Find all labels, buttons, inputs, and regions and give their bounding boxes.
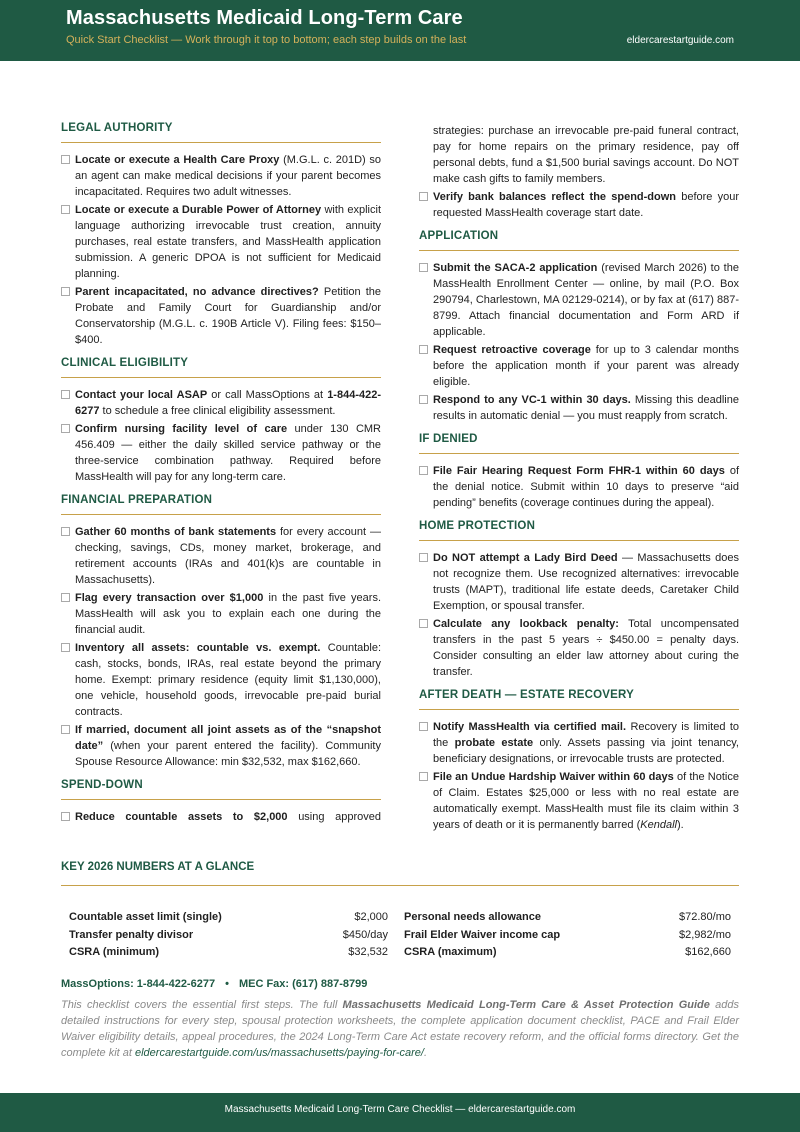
checklist-item: Locate or execute a Durable Power of Attorney with explicit language authorizing irrevocable trust creation, annuity purchases, real estate transfers, and MassHealth application submission. A generic DPOA is not sufficient for Medicaid planning. (61, 202, 381, 282)
table-row (69, 929, 731, 947)
mec-fax: MEC Fax: (617) 887-8799 (238, 978, 368, 990)
page-header (0, 0, 800, 61)
section-application (419, 230, 739, 424)
checkbox[interactable] (61, 527, 70, 536)
page-subtitle: Quick Start Checklist — Work through it top to bottom; each step builds on the last (66, 34, 467, 46)
checkbox[interactable] (419, 553, 428, 562)
key-label: Frail Elder Waiver income cap (404, 928, 561, 941)
checkbox[interactable] (419, 263, 428, 272)
section-clinical-eligibility (61, 357, 381, 485)
checkbox[interactable] (419, 395, 428, 404)
checklist-item: Locate or execute a Health Care Proxy (M.G.L. c. 201D) so an agent can make medical decisions if your parent becomes incapacitated. Requires two adult witnesses. (61, 152, 381, 200)
checklist-item: Parent incapacitated, no advance directives? Petition the Probate and Family Court for Guardianship and/or Conservatorship (M.G.L. c. 190B Article V). Filing fees: $150–$400. (61, 284, 381, 348)
checkbox[interactable] (419, 466, 428, 475)
section-if-denied (419, 433, 739, 511)
section-title: HOME PROTECTION (419, 520, 739, 541)
checkbox[interactable] (61, 424, 70, 433)
key-label: Transfer penalty divisor (69, 928, 194, 941)
checklist-item: File an Undue Hardship Waiver within 60 days of the Notice of Claim. Estates $25,000 or less with no real estate are automatically exempt. MassHealth must file its claim within 3 years of death or it is permanently barred (Kendall). (419, 769, 739, 833)
key-value: $2,982/mo (679, 928, 731, 941)
left-column (61, 122, 381, 834)
checklist-item: Reduce countable assets to $2,000 using approved (61, 809, 381, 825)
contact-line (61, 978, 367, 990)
checklist-item: File Fair Hearing Request Form FHR-1 within 60 days of the denial notice. Submit within 10 days to preserve “aid pending” benefits (coverage continues during the appeal). (419, 463, 739, 511)
checklist-item: Flag every transaction over $1,000 in the past five years. MassHealth will ask you to explain each one during the financial audit. (61, 590, 381, 638)
checkbox[interactable] (61, 593, 70, 602)
header-site: eldercarestartguide.com (626, 35, 734, 46)
section-home-protection (419, 520, 739, 680)
checklist-item-continued: strategies: purchase an irrevocable pre-paid funeral contract, pay for home repairs on the primary residence, pay off personal debts, fund a $1,500 burial savings account. Do NOT make cash gifts to family members. (433, 125, 739, 185)
key-label: Personal needs allowance (404, 911, 541, 923)
footer-note: This checklist covers the essential first steps. The full Massachusetts Medicaid Long-Term Care & Asset Protection Guide adds detailed instructions for every step, spousal protection worksheets, the complete application document checklist, PACE and Frail Elder Waiver eligibility details, appeal procedures, the 2024 Long-Term Care Act estate recovery reform, and the official forms directory. Get the complete kit at eldercarestartguide.com/us/massachusetts/paying-for-care/. (61, 999, 739, 1059)
checkbox[interactable] (61, 390, 70, 399)
checklist-item: Do NOT attempt a Lady Bird Deed — Massachusetts does not recognize them. Use recognized alternatives: irrevocable trusts (MAPT), traditional life estate deeds, Caretaker Child Exemption, or spousal transfer. (419, 550, 739, 614)
checklist-item: Respond to any VC-1 within 30 days. Missing this deadline results in automatic denial — you must reapply from scratch. (419, 392, 739, 424)
checkbox[interactable] (419, 722, 428, 731)
checklist-item: If married, document all joint assets as of the “snapshot date” (when your parent entered the facility). Community Spouse Resource Allowance: min $32,532, max $162,660. (61, 722, 381, 770)
page-title: Massachusetts Medicaid Long-Term Care (66, 7, 463, 29)
checkbox[interactable] (419, 619, 428, 628)
checkbox[interactable] (419, 345, 428, 354)
section-title: AFTER DEATH — ESTATE RECOVERY (419, 689, 739, 710)
key-label: Countable asset limit (single) (69, 911, 222, 923)
key-numbers-title: KEY 2026 NUMBERS AT A GLANCE (61, 861, 739, 886)
guide-link[interactable]: eldercarestartguide.com/us/massachusetts/paying-for-care/ (134, 1047, 424, 1059)
guide-title: Massachusetts Medicaid Long-Term Care & Asset Protection Guide (342, 999, 710, 1011)
key-value: $72.80/mo (679, 911, 731, 923)
section-title: FINANCIAL PREPARATION (61, 494, 381, 515)
checkbox[interactable] (61, 205, 70, 214)
checkbox[interactable] (419, 192, 428, 201)
section-spend-down (61, 779, 381, 825)
checkbox[interactable] (61, 725, 70, 734)
key-label: CSRA (minimum) (69, 946, 160, 958)
checklist-item: Verify bank balances reflect the spend-down before your requested MassHealth coverage start date. (419, 189, 739, 221)
section-title: IF DENIED (419, 433, 739, 454)
key-value: $32,532 (348, 946, 388, 958)
section-estate-recovery (419, 689, 739, 833)
section-financial-preparation (61, 494, 381, 770)
footer-text: Massachusetts Medicaid Long-Term Care Checklist — eldercarestartguide.com (224, 1104, 576, 1115)
checkbox[interactable] (61, 812, 70, 821)
key-value: $2,000 (354, 911, 388, 923)
right-column (419, 123, 739, 842)
separator-dot: • (225, 978, 229, 990)
checkbox[interactable] (61, 287, 70, 296)
checklist-item: Contact your local ASAP or call MassOptions at 1-844-422-6277 to schedule a free clinical eligibility assessment. (61, 387, 381, 419)
checkbox[interactable] (419, 772, 428, 781)
key-value: $450/day (342, 928, 388, 941)
key-label: CSRA (maximum) (404, 946, 497, 958)
table-row (69, 946, 731, 964)
section-legal-authority (61, 122, 381, 348)
massoptions-phone: MassOptions: 1-844-422-6277 (61, 978, 216, 990)
checkbox[interactable] (61, 643, 70, 652)
checkbox[interactable] (61, 155, 70, 164)
checklist-item: Gather 60 months of bank statements for every account — checking, savings, CDs, money market, brokerage, and retirement accounts (IRAs and 401(k)s are countable in Massachusetts). (61, 524, 381, 588)
checklist-item: Notify MassHealth via certified mail. Recovery is limited to the probate estate only. Assets passing via joint tenancy, beneficiary designations, or irrevocable trusts are protected. (419, 719, 739, 767)
section-title: SPEND-DOWN (61, 779, 381, 800)
page-footer (0, 1093, 800, 1132)
checklist-item: Submit the SACA-2 application (revised March 2026) to the MassHealth Enrollment Center — online, by mail (P.O. Box 290794, Charlestown, MA 02129-0214), or by fax at (617) 887-8799. Attach financial documentation and Form ARD if applicable. (419, 260, 739, 340)
checklist-item: Calculate any lookback penalty: Total uncompensated transfers in the past 5 years ÷ $450.00 = penalty days. Consider consulting an elder law attorney about curing the transfer. (419, 616, 739, 680)
key-numbers-table (69, 911, 731, 964)
section-spend-down-continued (419, 123, 739, 221)
section-title: APPLICATION (419, 230, 739, 251)
table-row (69, 911, 731, 929)
key-value: $162,660 (685, 946, 731, 958)
checklist-item: Request retroactive coverage for up to 3 calendar months before the application month if your parent was already eligible. (419, 342, 739, 390)
section-title: LEGAL AUTHORITY (61, 122, 381, 143)
checklist-item: Confirm nursing facility level of care under 130 CMR 456.409 — either the daily skilled service pathway or the three-service combination pathway. Required before MassHealth will pay for any long-term care. (61, 421, 381, 485)
section-title: CLINICAL ELIGIBILITY (61, 357, 381, 378)
checklist-item: Inventory all assets: countable vs. exempt. Countable: cash, stocks, bonds, IRAs, real estate beyond the primary home. Exempt: primary residence (equity limit $1,130,000), one vehicle, household goods, irrevocable pre-paid burial contracts. (61, 640, 381, 720)
